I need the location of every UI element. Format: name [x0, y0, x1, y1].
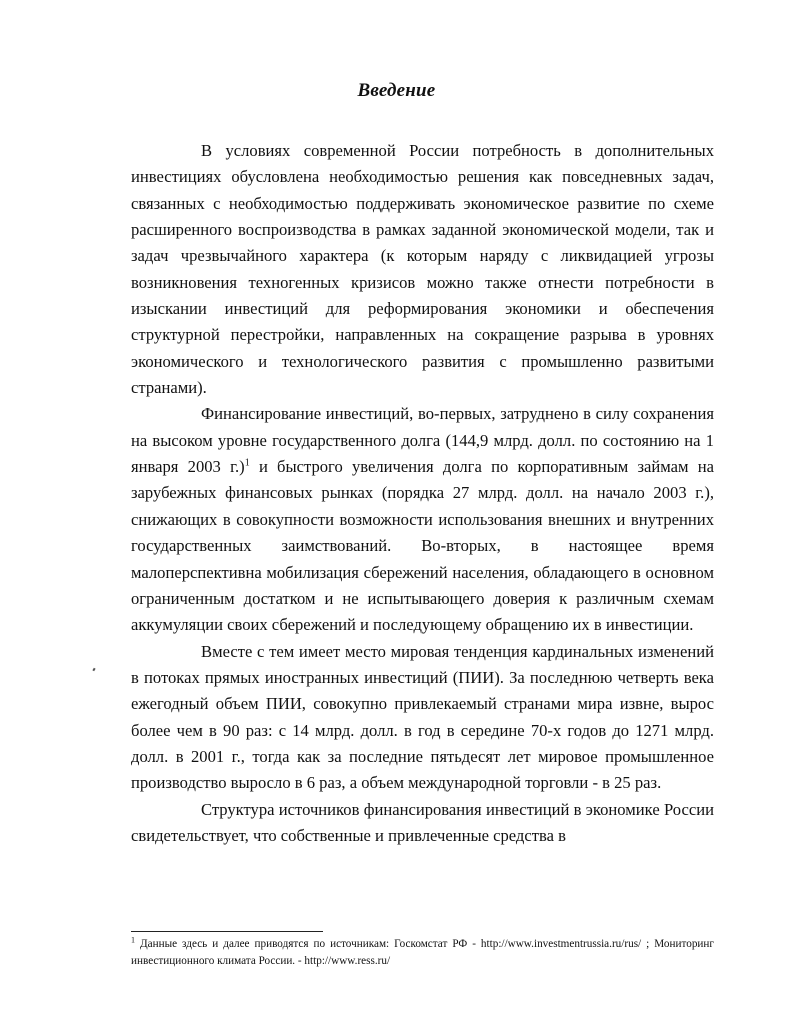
paragraph-2-text-after: и быстрого увеличения долга по корпоративным займам на зарубежных финансовых рынках (порядка 27 млрд. долл. на начало 2003 г.), снижающих в совокупности возможности использования внешних и внутренних государственных заимствований. Во-вторых, в настоящее время малоперспективна мобилизация сбережений населения, обладающего в основном ограниченным достатком и не испытывающего доверия к различным схемам аккумуляции своих сбережений и последующему обращению их в инвестиции.: [131, 457, 714, 635]
footnote-separator: [131, 931, 323, 932]
paragraph-4: Структура источников финансирования инвестиций в экономике России свидетельствует, что собственные и привлеченные средства в: [131, 799, 714, 845]
body-text: [131, 138, 714, 849]
paragraph-3: Вместе с тем имеет место мировая тенденция кардинальных изменений в потоках прямых иностранных инвестиций (ПИИ). За последнюю четверть века ежегодный объем ПИИ, совокупно привлекаемый странами мира извне, вырос более чем в 90 раз: с 14 млрд. долл. в год в середине 70-х годов до 1271 млрд. долл. в 2001 г., тогда как за последние пятьдесят лет мировое промышленное производство выросло в 6 раз, а объем международной торговли - в 25 раз.: [131, 641, 714, 793]
paragraph-2: [131, 401, 714, 638]
footnote-text: Данные здесь и далее приводятся по источникам: Госкомстат РФ - http://www.investmentrussia.ru/rus/ ; Мониторинг инвестиционного климата России. - http://www.ress.ru/: [131, 938, 714, 967]
footnote-reference: 1: [244, 457, 250, 469]
footnote: [131, 936, 714, 970]
paragraph-2-text-before: Финансирование инвестиций, во-первых, затруднено в силу сохранения на высоком уровне государственного долга (144,9 млрд. долл. по состоянию на 1 января 2003 г.): [131, 404, 714, 477]
footnote-mark: 1: [131, 935, 135, 945]
scan-speck: [92, 668, 95, 672]
page-title: Введение: [357, 80, 436, 101]
paragraph-1: В условиях современной России потребность в дополнительных инвестициях обусловлена необходимостью решения как повседневных задач, связанных с необходимостью поддерживать экономическое развитие по схеме расширенного воспроизводства в рамках заданной экономической модели, так и задач чрезвычайного характера (к которым наряду с ликвидацией угрозы возникновения техногенных кризисов можно также отнести потребности в изыскании инвестиций для реформирования экономики и обеспечения структурной перестройки, направленных на сокращение разрыва в уровнях экономического и технологического развития с промышленно развитыми странами).: [131, 141, 714, 398]
